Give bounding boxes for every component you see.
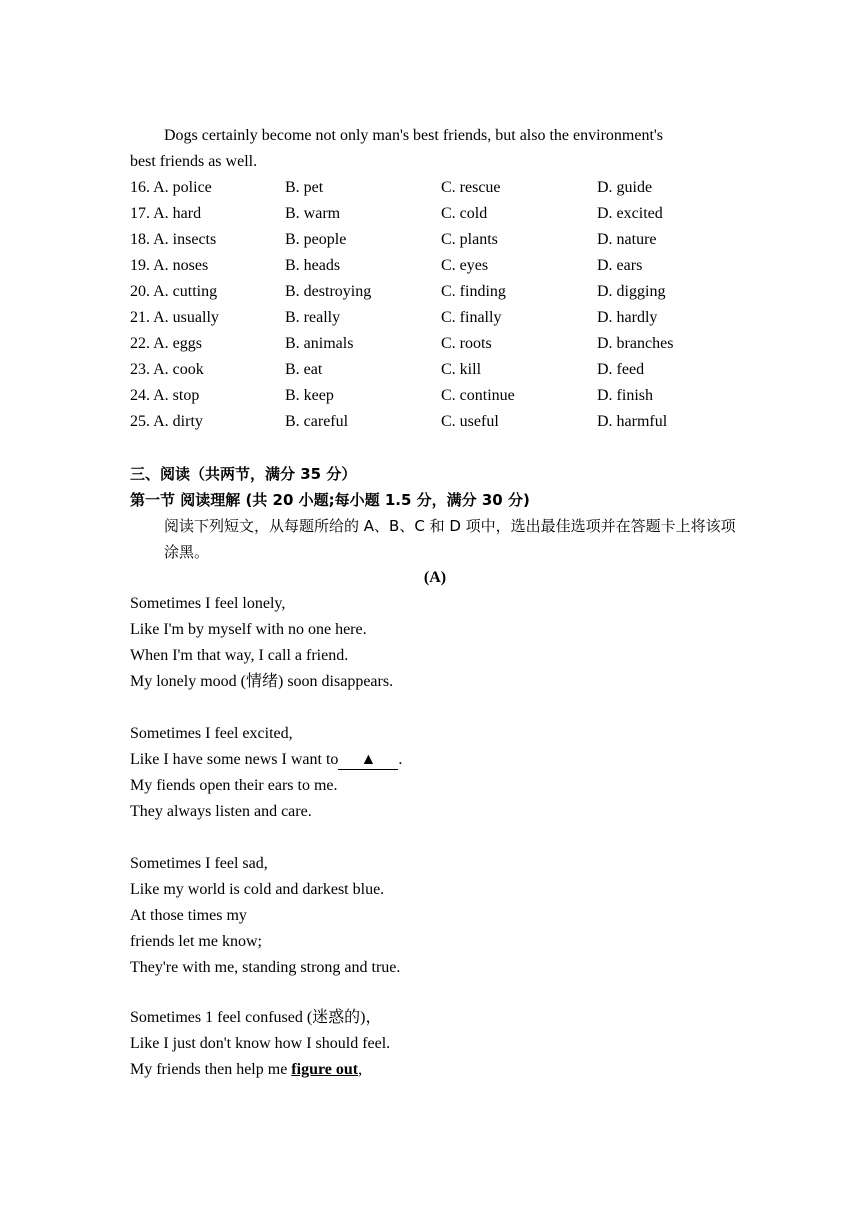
poem-stanza-4 — [130, 1005, 750, 1083]
option-b: B. careful — [285, 413, 349, 430]
option-b: B. warm — [285, 205, 341, 222]
option-d: D. harmful — [597, 413, 668, 430]
option-b: B. destroying — [285, 283, 372, 300]
poem-line: Sometimes I feel sad, — [130, 855, 268, 872]
option-c: C. kill — [441, 361, 482, 378]
option-b: B. heads — [285, 257, 341, 274]
poem-line: Sometimes I feel lonely, — [130, 595, 286, 612]
option-row — [130, 331, 750, 357]
option-b: B. animals — [285, 335, 354, 352]
option-c: C. continue — [441, 387, 515, 404]
poem-stanza-1 — [130, 591, 750, 695]
option-row — [130, 409, 750, 435]
poem-line: At those times my — [130, 907, 247, 924]
option-b: B. really — [285, 309, 341, 326]
option-d: D. excited — [597, 205, 663, 222]
option-row — [130, 201, 750, 227]
option-b: B. people — [285, 231, 347, 248]
poem-text: My friends then help me — [130, 1061, 292, 1078]
document-page — [130, 123, 750, 1083]
poem-stanza-2 — [130, 721, 750, 825]
option-row — [130, 253, 750, 279]
option-c: C. cold — [441, 205, 488, 222]
poem-text: , — [358, 1061, 363, 1078]
option-b: B. pet — [285, 179, 324, 196]
option-d: D. ears — [597, 257, 643, 274]
option-c: C. finally — [441, 309, 502, 326]
option-c: C. finding — [441, 283, 506, 300]
poem-line: Sometimes I feel excited, — [130, 725, 293, 742]
option-row — [130, 305, 750, 331]
option-d: D. guide — [597, 179, 653, 196]
option-d: D. hardly — [597, 309, 658, 326]
poem-line: Like my world is cold and darkest blue. — [130, 881, 385, 898]
options-list — [130, 175, 750, 435]
option-a: 24. A. stop — [130, 387, 200, 404]
option-row — [130, 357, 750, 383]
poem-line: They're with me, standing strong and true. — [130, 959, 401, 976]
option-a: 22. A. eggs — [130, 335, 202, 352]
poem-line: Like I'm by myself with no one here. — [130, 621, 367, 638]
section-subtitle: 第一节 阅读理解 (共 20 小题;每小题 1.5 分，满分 30 分) — [130, 491, 530, 509]
poem-line — [130, 1057, 750, 1083]
poem-stanza-3 — [130, 851, 750, 981]
option-b: B. keep — [285, 387, 334, 404]
option-a: 17. A. hard — [130, 205, 202, 222]
option-b: B. eat — [285, 361, 323, 378]
poem-line: My lonely mood (情绪) soon disappears. — [130, 673, 394, 690]
option-d: D. feed — [597, 361, 645, 378]
poem-line: Like I just don't know how I should feel. — [130, 1035, 391, 1052]
underlined-phrase: figure out — [291, 1061, 359, 1078]
option-a: 20. A. cutting — [130, 283, 218, 300]
option-c: C. rescue — [441, 179, 501, 196]
poem-text: . — [398, 751, 403, 768]
section-title: 三、阅读（共两节，满分 35 分） — [130, 465, 357, 483]
option-a: 16. A. police — [130, 179, 212, 196]
option-row — [130, 227, 750, 253]
poem-line: They always listen and care. — [130, 803, 312, 820]
passage-label: (A) — [423, 569, 447, 586]
option-d: D. branches — [597, 335, 674, 352]
option-row — [130, 383, 750, 409]
option-c: C. plants — [441, 231, 498, 248]
option-c: C. eyes — [441, 257, 489, 274]
poem-line: Sometimes 1 feel confused (迷惑的)， — [130, 1009, 382, 1026]
poem-text: Like I have some news I want to — [130, 751, 339, 768]
option-c: C. useful — [441, 413, 499, 430]
option-a: 19. A. noses — [130, 257, 209, 274]
option-a: 25. A. dirty — [130, 413, 203, 430]
section-instruction: 阅读下列短文，从每题所给的 A、B、C 和 D 项中，选出最佳选项并在答题卡上将该项涂黑。 — [164, 517, 736, 561]
option-d: D. finish — [597, 387, 653, 404]
option-c: C. roots — [441, 335, 492, 352]
intro-line-2: best friends as well. — [130, 153, 258, 170]
poem-line: friends let me know; — [130, 933, 262, 950]
option-row — [130, 175, 750, 201]
poem-line-with-blank — [130, 747, 750, 773]
poem-line: My fiends open their ears to me. — [130, 777, 338, 794]
option-a: 21. A. usually — [130, 309, 219, 326]
option-d: D. nature — [597, 231, 657, 248]
option-d: D. digging — [597, 283, 666, 300]
poem-line: When I'm that way, I call a friend. — [130, 647, 349, 664]
option-a: 23. A. cook — [130, 361, 204, 378]
option-row — [130, 279, 750, 305]
answer-blank: ▲ — [338, 751, 398, 770]
intro-line-1: Dogs certainly become not only man's best friends, but also the environment's — [164, 127, 663, 144]
option-a: 18. A. insects — [130, 231, 217, 248]
